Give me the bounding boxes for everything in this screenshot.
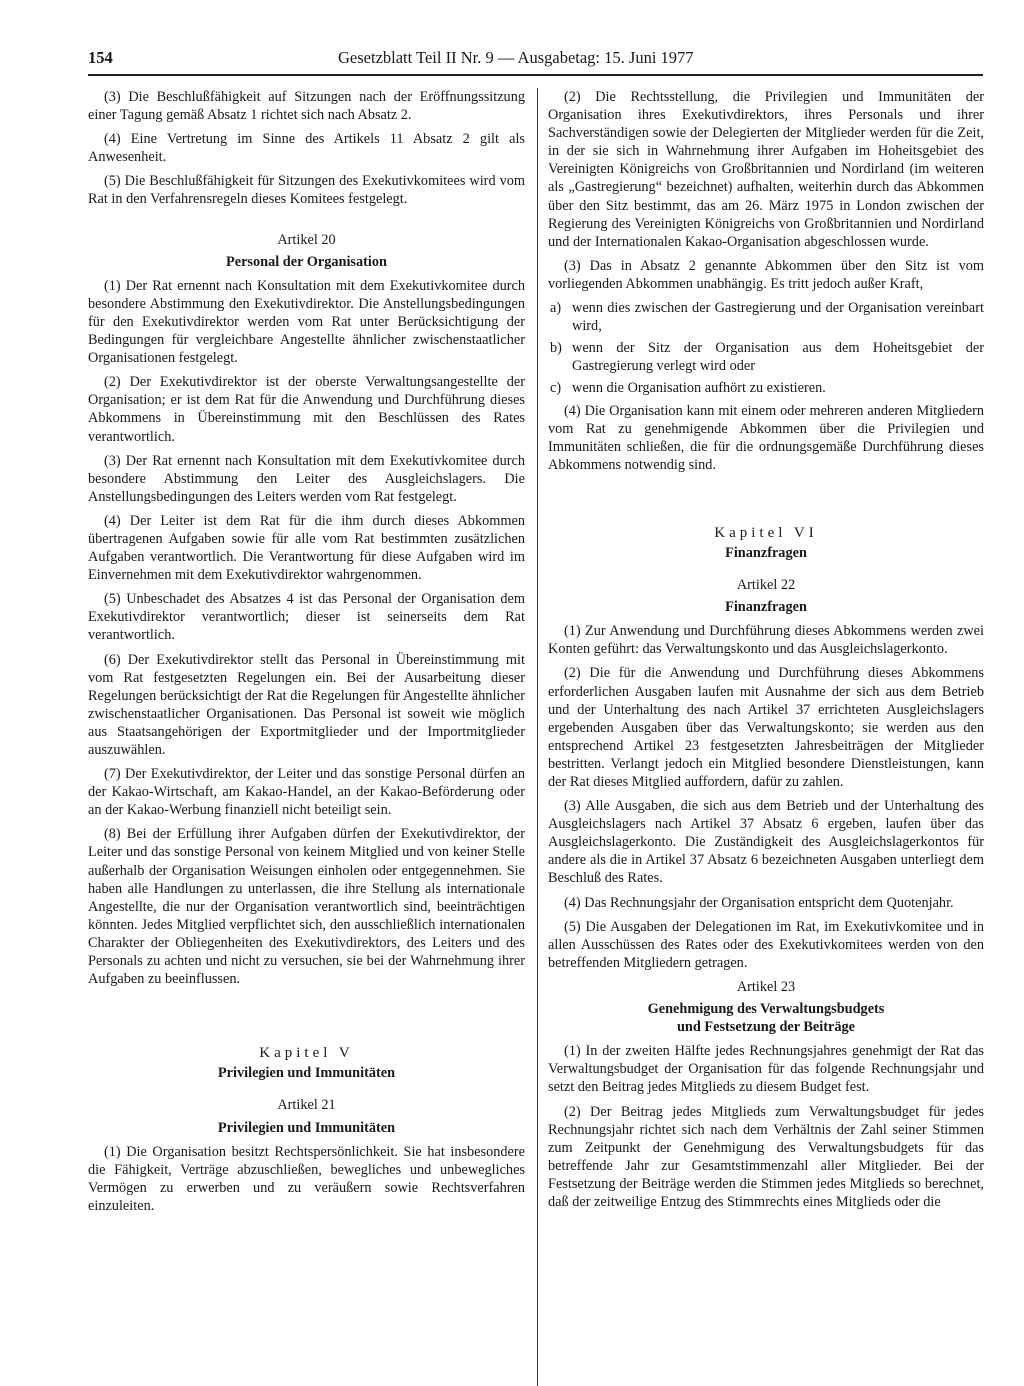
paragraph: (3) Das in Absatz 2 genannte Abkommen über den Sitz ist vom vorliegenden Abkommen unabhängig. Es tritt jedoch außer Kraft, xyxy=(548,257,984,292)
paragraph: (1) In der zweiten Hälfte jedes Rechnungsjahres genehmigt der Rat das Verwaltungsbudget der Organisation für das folgende Rechnungsjahr und setzt den Beitrag jedes Mitglieds zu diesem Budget fest. xyxy=(548,1043,984,1096)
paragraph: (5) Unbeschadet des Absatzes 4 ist das Personal der Organisation dem Exekutivdirektor verantwortlich; dieser ist seinerseits dem Rat verantwortlich. xyxy=(88,591,525,644)
list-text: wenn der Sitz der Organisation aus dem Hoheitsgebiet der Gastregierung verlegt wird oder xyxy=(572,340,984,375)
chapter-5-heading: Privilegien und Immunitäten xyxy=(217,1065,396,1082)
article-23-heading-line-1: Genehmigung des Verwaltungsbudgets xyxy=(647,1001,885,1018)
article-22-heading: Finanzfragen xyxy=(725,599,807,616)
list-item xyxy=(548,379,984,397)
gazette-title: Gesetzblatt Teil II Nr. 9 — Ausgabetag: 15. Juni 1977 xyxy=(338,48,694,67)
list-label: a) xyxy=(550,300,562,317)
paragraph: (4) Der Leiter ist dem Rat für die ihm durch dieses Abkommen übertragenen Aufgaben sowie für alle vom Rat bestimmten zusätzlichen Aufgaben verantwortlich. Die Verantwortung für diese Aufgaben wird im Einvernehmen mit dem Exekutivdirektor wahrgenommen. xyxy=(88,512,525,584)
article-22-title: Artikel 22 xyxy=(736,577,796,594)
article-23-heading-line-2: und Festsetzung der Beiträge xyxy=(676,1019,856,1036)
article-20-heading: Personal der Organisation xyxy=(226,253,387,270)
paragraph: (8) Bei der Erfüllung ihrer Aufgaben dürfen der Exekutivdirektor, der Leiter und das sonstige Personal von keinem Mitglied und von keiner Stelle außerhalb der Organisation Weisungen einholen oder entgegennehmen. Sie haben alle Handlungen zu unterlassen, die ihre Stellung als internationale Angestellte, die nur der Organisation verantwortlich sind, beeinträchtigen könnten. Jedes Mitglied verpflichtet sich, den ausschließlich internationalen Charakter der Obliegenheiten des Exekutivdirektors, des Leiters und des Personals zu achten und nicht zu versuchen, sie bei der Wahrnehmung ihrer Aufgaben zu beeinflussen. xyxy=(88,826,525,988)
list-text: wenn dies zwischen der Gastregierung und der Organisation vereinbart wird, xyxy=(572,300,984,335)
list-label: c) xyxy=(550,380,562,397)
paragraph: (3) Alle Ausgaben, die sich aus dem Betrieb und der Unterhaltung des Ausgleichslagers nach Artikel 37 Absatz 6 ergeben, laufen über das Ausgleichslagerkonto. Die Zuständigkeit des Ausgleichslagerkontos für andere als die in Artikel 37 Absatz 6 bezeichneten Ausgaben unterliegt dem Beschluß des Rates. xyxy=(548,798,984,887)
paragraph: (3) Der Rat ernennt nach Konsultation mit dem Exekutivkomitee durch besondere Abstimmung den Leiter des Ausgleichslagers. Die Anstellungsbedingungen des Leiters werden vom Rat festgelegt. xyxy=(88,452,525,505)
paragraph: (7) Der Exekutivdirektor, der Leiter und das sonstige Personal dürfen an der Kakao-Wirtschaft, am Kakao-Handel, an der Kakao-Beförderung oder an der Kakao-Werbung finanziell nicht beteiligt sein. xyxy=(88,766,525,819)
paragraph: (2) Der Exekutivdirektor ist der oberste Verwaltungsangestellte der Organisation; er ist dem Rat für die Anwendung und Durchführung dieses Abkommens in Übereinstimmung mit den Beschlüssen des Rates verantwortlich. xyxy=(88,374,525,445)
paragraph: (5) Die Ausgaben der Delegationen im Rat, im Exekutivkomitee und in allen Ausschüssen des Rates oder des Exekutivkomitees werden von den betreffenden Mitgliedern getragen. xyxy=(548,918,984,971)
page-number: 154 xyxy=(88,48,113,67)
header-rule xyxy=(88,74,983,76)
right-column xyxy=(548,88,984,1217)
page-header xyxy=(88,46,738,72)
paragraph: (1) Zur Anwendung und Durchführung dieses Abkommens werden zwei Konten geführt: das Verwaltungskonto und das Ausgleichslagerkonto. xyxy=(548,623,984,658)
paragraph: (4) Eine Vertretung im Sinne des Artikels 11 Absatz 2 gilt als Anwesenheit. xyxy=(88,131,525,166)
paragraph: (1) Der Rat ernennt nach Konsultation mit dem Exekutivkomitee durch besondere Abstimmung den Exekutivdirektor. Die Anstellungsbedingungen für den Exekutivdirektor werden vom Rat unter Berücksichtigung der Bedingungen für vergleichbare Angestellte ähnlicher zwischenstaatlicher Organisationen festgelegt. xyxy=(88,277,525,367)
article-23-title: Artikel 23 xyxy=(736,978,796,995)
left-column xyxy=(88,88,525,1221)
list-item xyxy=(548,339,984,375)
column-divider xyxy=(537,88,538,1386)
article-21-heading: Privilegien und Immunitäten xyxy=(217,1119,396,1136)
paragraph: (4) Das Rechnungsjahr der Organisation entspricht dem Quotenjahr. xyxy=(564,894,954,911)
paragraph: (5) Die Beschlußfähigkeit für Sitzungen des Exekutivkomitees wird vom Rat in den Verfahrensregeln dieses Komitees festgelegt. xyxy=(88,173,525,208)
article-21-title: Artikel 21 xyxy=(277,1097,336,1114)
paragraph: (4) Die Organisation kann mit einem oder mehreren anderen Mitgliedern vom Rat zu genehmigende Abkommen über die Privilegien und Immunitäten schließen, die für die ordnungsgemäße Durchführung dieses Abkommens notwendig sind. xyxy=(548,402,984,473)
list-text: wenn die Organisation aufhört zu existieren. xyxy=(572,380,826,397)
list-label: b) xyxy=(550,340,562,357)
paragraph: (3) Die Beschlußfähigkeit auf Sitzungen nach der Eröffnungssitzung einer Tagung gemäß Absatz 1 richtet sich nach Absatz 2. xyxy=(88,89,525,124)
paragraph: (2) Die für die Anwendung und Durchführung dieses Abkommens erforderlichen Ausgaben laufen mit Ausnahme der sich aus dem Betrieb und der Unterhaltung des nach Artikel 37 errichteten Ausgleichslagers ergebenden Ausgaben über das Verwaltungskonto; sie werden aus den entsprechend Artikel 23 festgesetzten Jahresbeiträgen der Mitglieder bestritten. Verlangt jedoch ein Mitglied besondere Dienstleistungen, kann der Rat dieses Mitglied auffordern, dafür zu zahlen. xyxy=(548,665,984,790)
chapter-5-title: Kapitel V xyxy=(259,1045,354,1062)
list-item xyxy=(548,299,984,335)
chapter-6-title: Kapitel VI xyxy=(714,524,818,541)
article-20-title: Artikel 20 xyxy=(277,231,336,248)
paragraph: (2) Die Rechtsstellung, die Privilegien und Immunitäten der Organisation ihres Exekutivdirektors, ihres Personals und ihrer Sachverständigen sowie der Delegierten der Mitglieder werden für die Zeit, in der sie sich in Wahrnehmung ihrer Aufgaben im Hoheitsgebiet des Vereinigten Königreichs von Großbritannien und Nordirland (im weiteren als „Gastregierung“ bezeichnet) aufhalten, weiterhin durch das Abkommen über den Sitz bestimmt, das am 26. März 1975 in London zwischen der Regierung des Vereinigten Königreichs von Großbritannien und Nordirland und der Internationalen Kakao-Organisation abgeschlossen wurde. xyxy=(548,89,984,250)
paragraph: (6) Der Exekutivdirektor stellt das Personal in Übereinstimmung mit vom Rat festgesetzten Regelungen ein. Bei der Ausarbeitung dieser Regelungen berücksichtigt der Rat die Regelungen für Angestellte ähnlicher zwischenstaatlicher Organisationen. Das Personal ist soweit wie möglich aus Staatsangehörigen der Exportmitglieder und der Importmitglieder auszuwählen. xyxy=(88,651,525,758)
chapter-6-heading: Finanzfragen xyxy=(725,544,807,561)
paragraph: (2) Der Beitrag jedes Mitglieds zum Verwaltungsbudget für jedes Rechnungsjahr richtet sich nach dem Verhältnis der Zahl seiner Stimmen zum Zeitpunkt der Genehmigung des Verwaltungsbudgets für das betreffende Jahr zur Gesamtstimmenzahl aller Mitglieder. Bei der Festsetzung der Beiträge werden die Stimmen jedes Mitglieds so berechnet, daß der zeitweilige Entzug des Stimmrechts eines Mitglieds oder die xyxy=(548,1103,984,1210)
paragraph: (1) Die Organisation besitzt Rechtspersönlichkeit. Sie hat insbesondere die Fähigkeit, Verträge abzuschließen, bewegliches und unbewegliches Vermögen zu erwerben und zu veräußern sowie Rechtsverfahren einzuleiten. xyxy=(88,1143,525,1214)
